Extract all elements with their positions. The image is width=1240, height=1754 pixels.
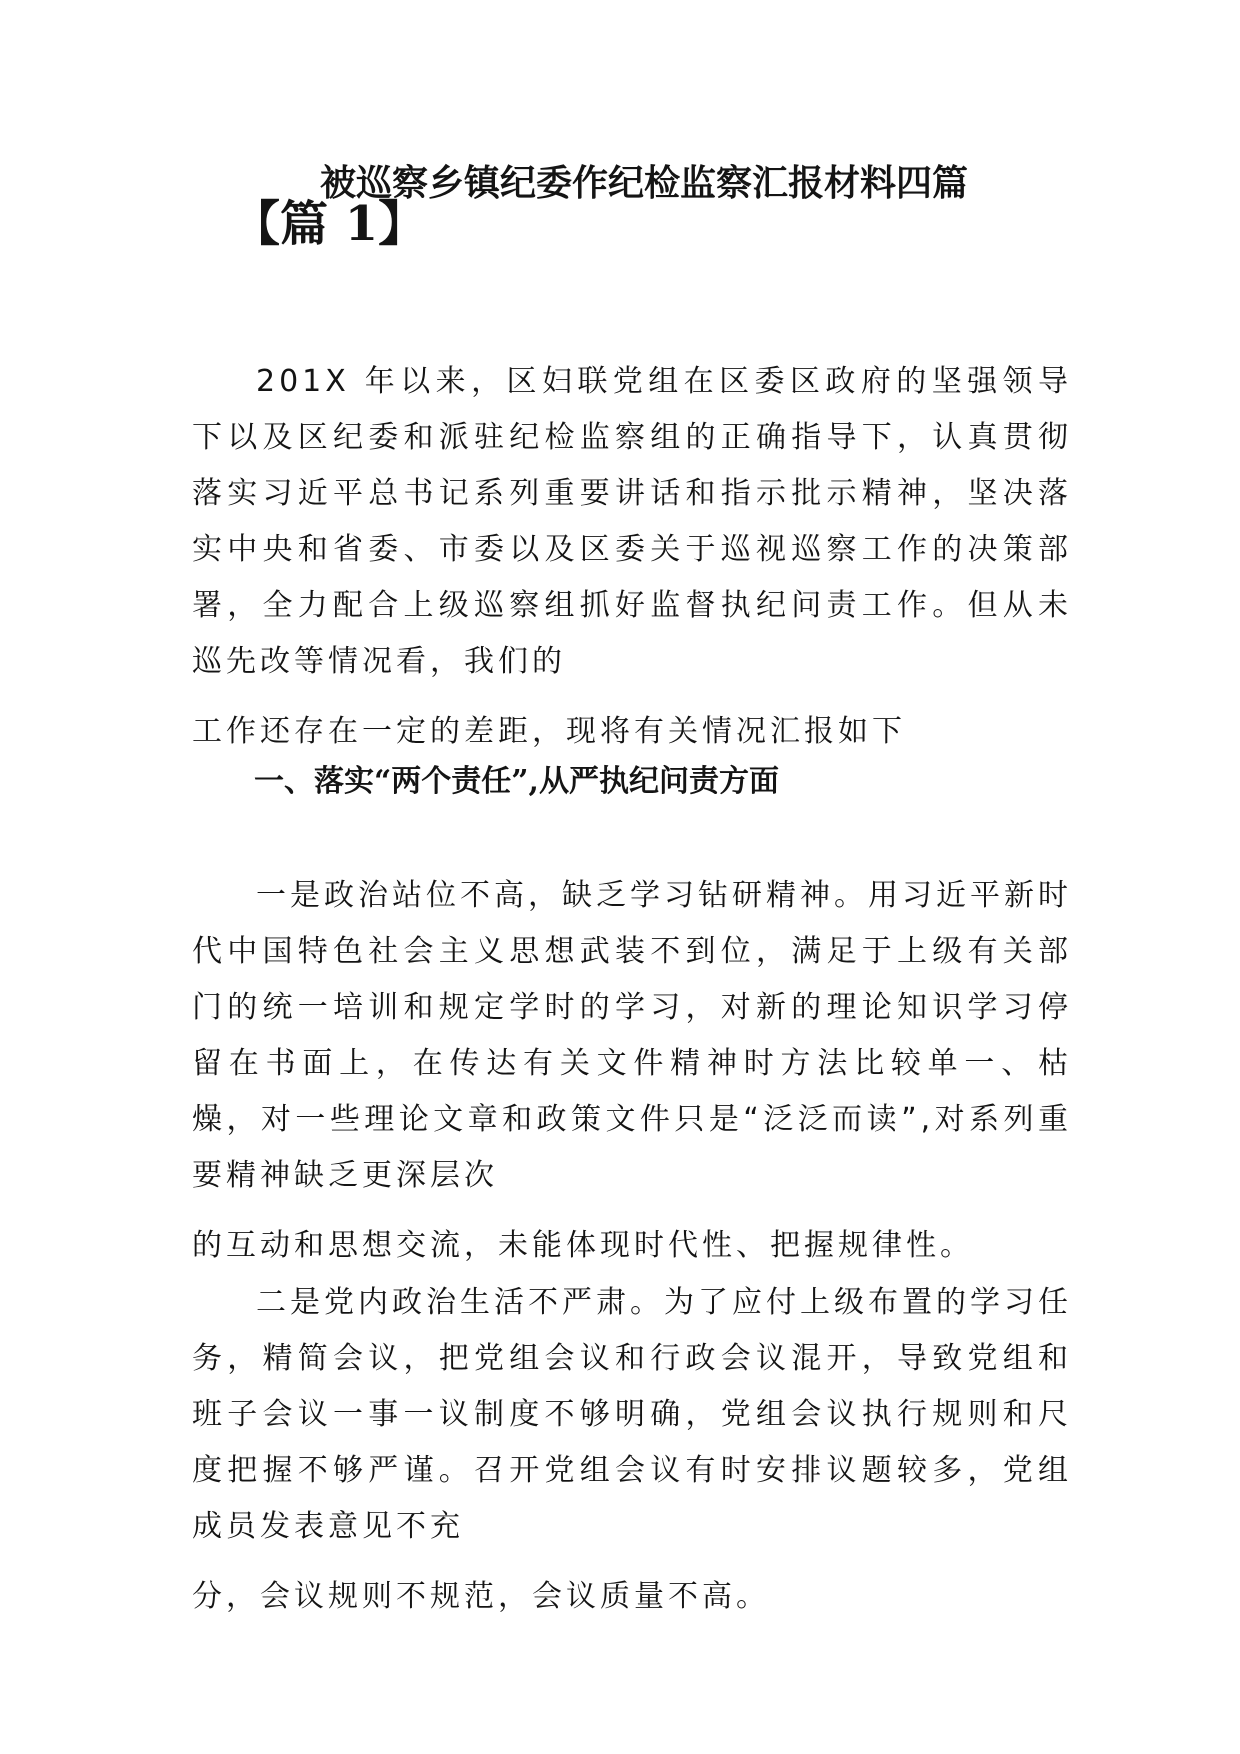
section-paragraph xyxy=(192,1275,1072,1625)
paragraph-text: 二是党内政治生活不严肃。为了应付上级布置的学习任务，精简会议，把党组会议和行政会议混开，导致党组和班子会议一事一议制度不够明确，党组会议执行规则和尺度把握不够严谨。召开党组会议有时安排议题较多，党组成员发表意见不充 xyxy=(192,1285,1072,1544)
paragraph-last-line: 工作还存在一定的差距，现将有关情况汇报如下 xyxy=(192,714,906,749)
paragraph-last-line: 的互动和思想交流，未能体现时代性、把握规律性。 xyxy=(192,1228,974,1263)
paragraph-last-line: 分，会议规则不规范，会议质量不高。 xyxy=(192,1579,770,1614)
section-paragraph xyxy=(192,868,1072,1274)
paragraph-text: 201X 年以来，区妇联党组在区委区政府的坚强领导下以及区纪委和派驻纪检监察组的正确指导下，认真贯彻落实习近平总书记系列重要讲话和指示批示精神，坚决落实中央和省委、市委以及区委关于巡视巡察工作的决策部署，全力配合上级巡察组抓好监督执纪问责工作。但从未巡先改等情况看，我们的 xyxy=(192,364,1072,679)
document-title: 被巡察乡镇纪委作纪检监察汇报材料四篇 xyxy=(320,162,969,204)
paragraph-text: 一是政治站位不高，缺乏学习钻研精神。用习近平新时代中国特色社会主义思想武装不到位，满足于上级有关部门的统一培训和规定学时的学习，对新的理论知识学习停留在书面上，在传达有关文件精神时方法比较单一、枯燥，对一些理论文章和政策文件只是“泛泛而读”,对系列重要精神缺乏更深层次 xyxy=(192,878,1072,1193)
section-heading: 一、落实“两个责任”,从严执纪问责方面 xyxy=(254,764,779,799)
part-label: 【篇 1】 xyxy=(232,196,427,252)
intro-paragraph xyxy=(192,354,1072,760)
